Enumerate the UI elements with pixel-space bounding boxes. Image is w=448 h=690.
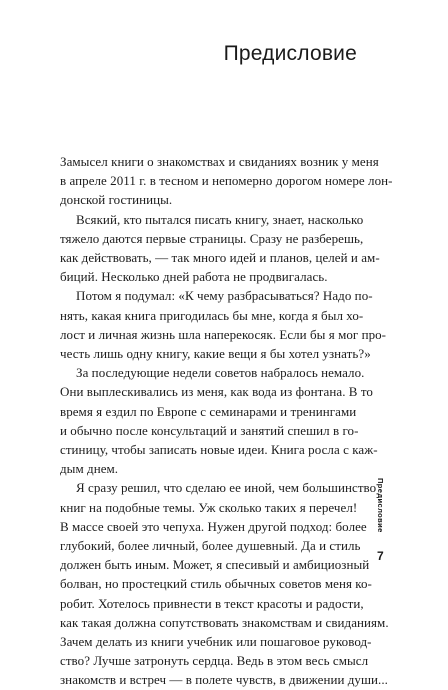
text-line: как такая должна сопутствовать знакомствам и свиданиям. — [60, 614, 389, 630]
text-line: Потом я подумал: «К чему разбрасываться? Надо по- — [76, 288, 373, 304]
text-line: должен быть иным. Может, я спесивый и амбициозный — [60, 557, 370, 573]
text-line: биций. Несколько дней работа не продвигалась. — [60, 269, 328, 285]
text-line: ство? Лучше затронуть сердца. Ведь в этом весь смысл — [60, 653, 369, 669]
text-line: болван, но простецкий стиль обычных советов меня ко- — [60, 576, 372, 592]
text-line: нять, какая книга пригодилась бы мне, когда я был хо- — [60, 307, 364, 323]
text-line: В массе своей это чепуха. Нужен другой подход: более — [60, 518, 367, 534]
text-line: знакомств и встреч — в полете чувств, в движении души... — [60, 672, 388, 688]
text-line: как действовать, — так много идей и планов, целей и ам- — [60, 250, 380, 266]
chapter-heading: Предисловие — [223, 42, 357, 65]
text-line: тяжело даются первые страницы. Сразу не разберешь, — [60, 230, 364, 246]
text-line: лост и личная жизнь шла наперекосяк. Если бы я мог про- — [60, 326, 387, 342]
text-line: честь лишь одну книгу, какие вещи я бы хотел узнать?» — [60, 346, 371, 362]
running-head-side-tab: Предисловие — [376, 478, 385, 533]
text-line: робит. Хотелось привнести в текст красоты и радости, — [60, 595, 364, 611]
text-line: в апреле 2011 г. в тесном и непомерно дорогом номере лон- — [60, 173, 393, 189]
text-line: Я сразу решил, что сделаю ее иной, чем большинство — [76, 480, 377, 496]
paragraph-3 — [60, 286, 387, 363]
text-line: За последующие недели советов набралось немало. — [76, 365, 365, 381]
text-line: Всякий, кто пытался писать книгу, знает, насколько — [76, 211, 364, 227]
text-line: книг на подобные темы. Уж сколько таких я перечел! — [60, 499, 358, 515]
text-line: глубокий, более личный, более душевный. Да и стиль — [60, 538, 361, 554]
paragraph-1 — [60, 152, 393, 210]
text-line: Они выплескивались из меня, как вода из фонтана. В то — [60, 384, 373, 400]
text-line: дым днем. — [60, 461, 119, 477]
paragraph-4 — [60, 363, 378, 478]
text-line: донской гостиницы. — [60, 192, 173, 208]
text-line: стиницу, чтобы записать новые идеи. Книга росла с каж- — [60, 442, 378, 458]
page-number: 7 — [377, 549, 384, 563]
text-line: Замысел книги о знакомствах и свиданиях возник у меня — [60, 154, 379, 169]
text-line: Зачем делать из книги учебник или пошаговое руковод- — [60, 634, 372, 650]
text-line: время я ездил по Европе с семинарами и тренингами — [60, 403, 357, 419]
paragraph-2 — [60, 210, 380, 287]
text-line: и обычно после консультаций и занятий спешил в го- — [60, 422, 359, 438]
